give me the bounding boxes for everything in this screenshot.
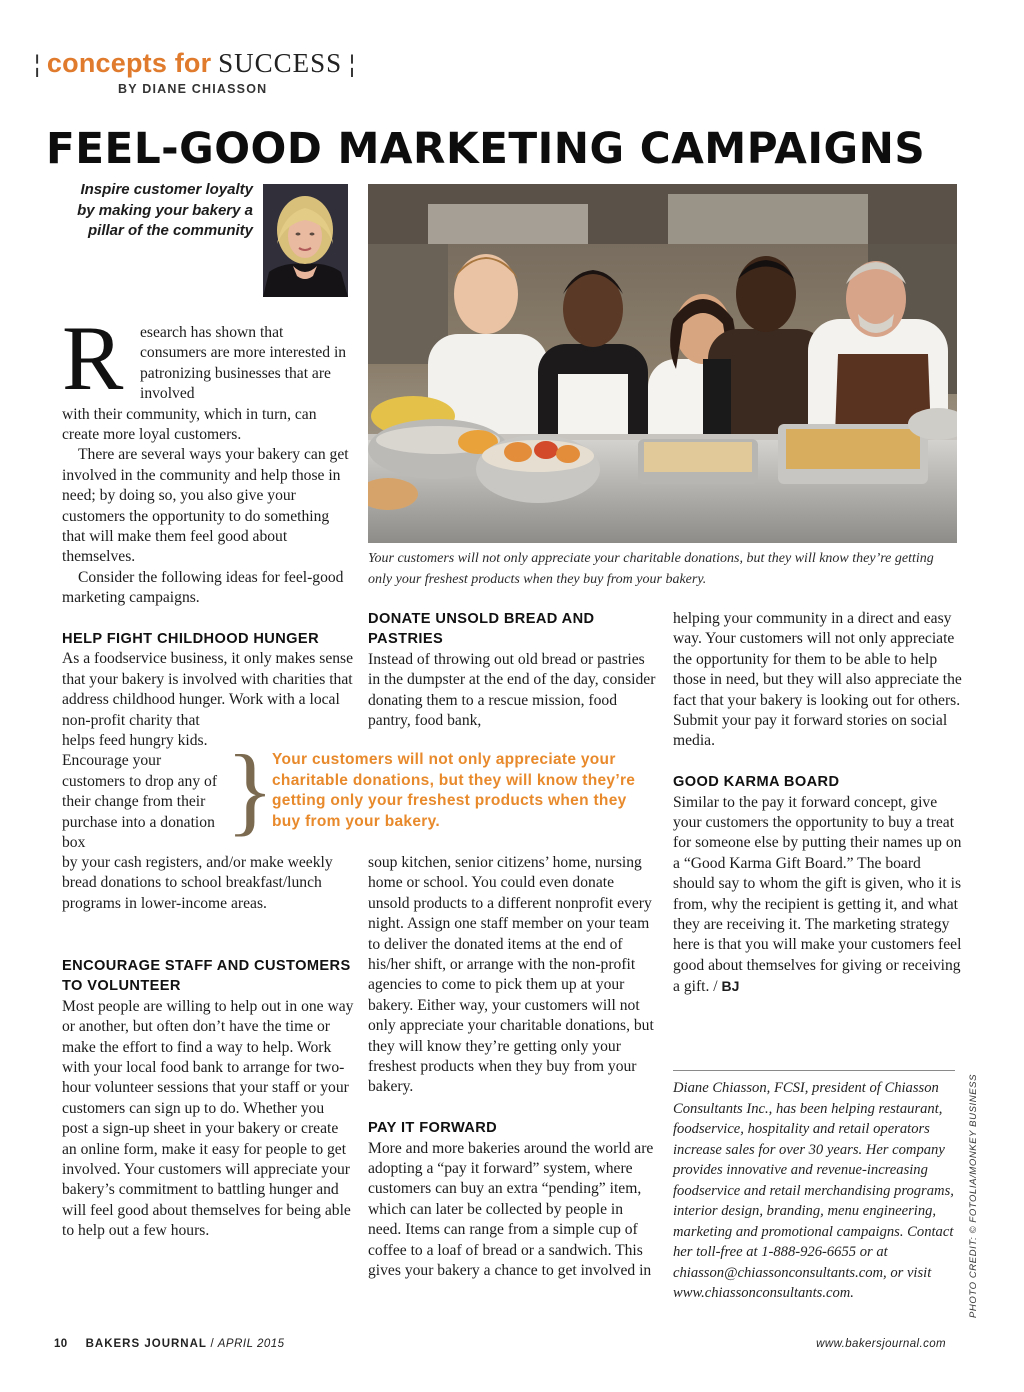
pull-quote: Your customers will not only appreciate your charitable donations, but they will know they’re getting only your freshest products when they buy from your bakery. [272, 751, 636, 830]
author-headshot [263, 184, 348, 297]
volunteer-text: Most people are willing to help out in one way or another, but often don’t have the time or make the effort to find a way to help. Work with your local food bank to arrange for two-hour volunteer sessions that your staff or your customers can sign up to do. Whether you post a sign-up sheet in your bakery or create an online form, make it easy for people to get involved. Your customers will appreciate your bakery’s commitment to battling hunger and will feel good about themselves for being able to help out a few hours. [62, 997, 354, 1240]
hunger-text-b: helps feed hungry kids. Encourage your customers to drop any of their change from their purchase into a donation box [62, 732, 218, 852]
main-photo [368, 184, 957, 543]
header-divider: ¦ [342, 51, 356, 78]
donate-text-b: soup kitchen, senior citizens’ home, nursing home or school. You could even donate unsold products to a different nonprofit every night. Assign one staff member on your team to deliver the donated items at the end of his/her shift, or arrange with the non-profit agencies to come to pick them up at your bakery. Either way, your customers will not only appreciate your charitable donations, but they will know they’re getting only your freshest products when they buy from your bakery. [368, 854, 654, 1096]
volunteer-heading: ENCOURAGE STAFF AND CUSTOMERS TO VOLUNTEER [62, 958, 351, 995]
hunger-heading: HELP FIGHT CHILDHOOD HUNGER [62, 631, 320, 647]
karma-text [673, 793, 963, 998]
page-title: FEEL-GOOD MARKETING CAMPAIGNS [46, 124, 926, 174]
hunger-text-a: As a foodservice business, it only makes sense that your bakery is involved with charities that address childhood hunger. Work with a local non-profit charity that [62, 650, 354, 729]
donate-heading: DONATE UNSOLD BREAD AND PASTRIES [368, 611, 595, 648]
bio-divider [673, 1070, 955, 1071]
donate-cont [368, 853, 658, 1282]
pull-quote-brace: } [226, 734, 274, 845]
hunger-wrap [62, 731, 222, 853]
deck: Inspire customer loyalty by making your bakery a pillar of the community [77, 181, 253, 239]
intro-p1-tail: with their community, which in turn, can create more loyal customers. [62, 405, 317, 443]
byline: BY DIANE CHIASSON [118, 82, 268, 96]
intro-lead-text: esearch has shown that consumers are more interested in patronizing businesses that are involved [140, 324, 347, 403]
intro-p2: There are several ways your bakery can get involved in the community and help those in need; by doing so, you also give your customers the opportunity to do something that will make them feel good about themselves. [62, 446, 349, 566]
volunteer-section [62, 956, 354, 1242]
karma-text-body: Similar to the pay it forward concept, give your customers the opportunity to buy a treat for someone else by putting their names up on a “Good Karma Gift Board.” The board should say to whom the gift is given, who it is from, why the recipient is getting it, and what they are receiving it. The marketing strategy here is that you will make your customers feel good about themselves for giving or receiving a gift. / [673, 793, 962, 996]
header-concepts: concepts for [46, 48, 212, 78]
signoff: BJ [721, 978, 740, 995]
photo-caption: Your customers will not only appreciate your charitable donations, but they will know they’re getting only your freshest products when they buy from your bakery. [368, 551, 934, 587]
author-portrait-illustration [263, 184, 348, 297]
page-number: 10 [54, 1338, 68, 1350]
issue-date: APRIL 2015 [217, 1338, 285, 1350]
pay-text: More and more bakeries around the world are adopting a “pay it forward” system, where customers can buy an extra “pending” item, which can later be collected by people in need. Items can range from a simple cup of coffee to a loaf of bread or a sandwich. This gives your bakery a chance to get involved in [368, 1139, 654, 1280]
intro-p3: Consider the following ideas for feel-good marketing campaigns. [62, 568, 344, 607]
photo-credit: PHOTO CREDIT: © FOTOLIA/MONKEY BUSINESS [968, 1073, 979, 1318]
col3-body [673, 609, 963, 998]
donate-text-a: Instead of throwing out old bread or pastries in the dumpster at the end of the day, consider donating them to a rescue mission, food pantry, food bank, [368, 650, 656, 730]
hunger-section [62, 629, 354, 731]
donate-section [368, 609, 658, 731]
pay-cont-text: helping your community in a direct and easy way. Your customers will not only appreciate the opportunity for them to be able to help those in need, but they will also appreciate the fact that your bakery is looking out for others. Submit your pay it forward stories on social media. [673, 610, 962, 750]
footer-separator: / [210, 1338, 215, 1350]
hunger-cont [62, 853, 352, 914]
karma-heading: GOOD KARMA BOARD [673, 774, 840, 791]
drop-cap: R [62, 307, 124, 409]
kitchen-volunteers-photo [368, 184, 957, 543]
dropcap-spacer [62, 323, 350, 405]
hunger-text-c: by your cash registers, and/or make weekly bread donations to school breakfast/lunch programs in lower-income areas. [62, 854, 333, 912]
footer-website: www.bakersjournal.com [816, 1338, 946, 1350]
footer-left [54, 1338, 285, 1350]
magazine-name: BAKERS JOURNAL [85, 1338, 207, 1350]
section-header [34, 46, 355, 82]
pay-heading: PAY IT FORWARD [368, 1120, 498, 1137]
col1-body [62, 323, 350, 609]
header-divider: ¦ [34, 51, 47, 78]
author-bio: Diane Chiasson, FCSI, president of Chiasson Consultants Inc., has been helping restaurant, foodservice, hospitality and retail operators increase sales for over 30 years. Her company provides innovative and revenue-increasing foodservice and retail merchandising programs, interior design, branding, menu engineering, marketing and promotional campaigns. Contact her toll-free at 1-888-926-6655 or at chiasson@chiassonconsultants.com, or visit www.chiassonconsultants.com. [673, 1080, 954, 1301]
header-success: SUCCESS [218, 48, 343, 78]
